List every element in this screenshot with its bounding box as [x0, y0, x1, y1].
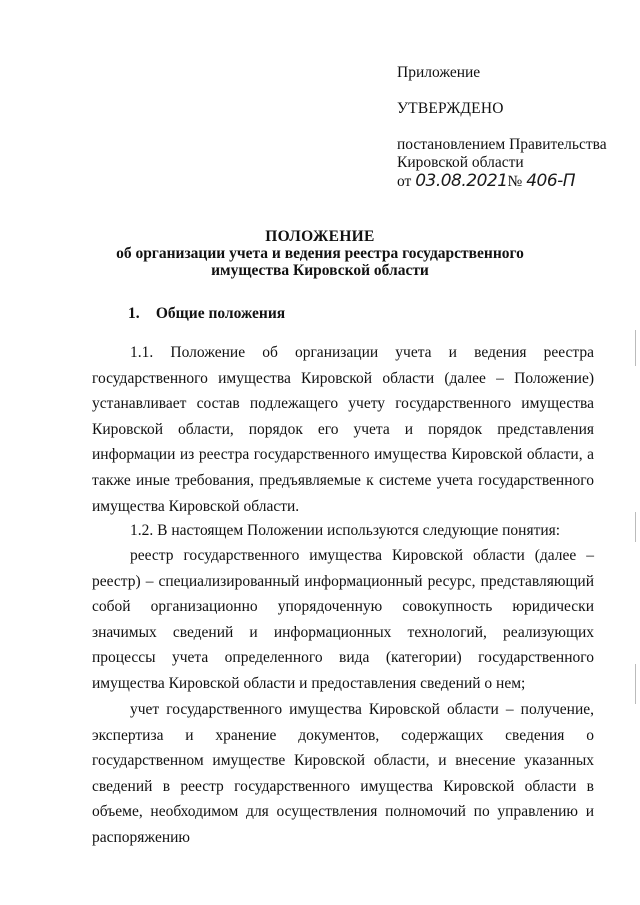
paragraph-text: 1.2. В настоящем Положении используются следующие понятия:: [130, 522, 561, 539]
scan-artifact: [635, 330, 636, 366]
date-prefix: от: [397, 173, 412, 190]
section-heading: [128, 305, 285, 323]
scan-artifact: [635, 664, 636, 704]
approved-stamp-text: УТВЕРЖДЕНО: [397, 100, 504, 117]
date-number-line: [397, 172, 575, 191]
paragraph-text: реестр государственного имущества Кировской области (далее – реестр) – специализированный информационный ресурс, представляющий собой организационно упорядоченную совокупность юридически значимых сведений и информационных технологий, реализующих процессы учета определенного вида (категории) государственного имущества Кировской области и предоставления сведений о нем;: [92, 547, 594, 692]
scan-artifact: [635, 512, 636, 542]
definition-accounting: [92, 697, 594, 851]
resolution-line: постановлением Правительства: [397, 136, 607, 153]
handwritten-date: 03.08.2021: [415, 171, 508, 191]
paragraph-1-2: [92, 518, 594, 544]
title-line-1: ПОЛОЖЕНИЕ: [265, 228, 375, 245]
region-line: Кировской области: [397, 154, 524, 171]
document-title: [0, 228, 640, 279]
section-title: Общие положения: [155, 305, 286, 322]
appendix-label: Приложение: [397, 64, 481, 81]
paragraph-1-1: [92, 340, 594, 519]
title-line-3: имущества Кировской области: [211, 262, 429, 279]
paragraph-text: учет государственного имущества Кировской области – получение, экспертиза и хранение документов, содержащих сведения о государственном имуществе Кировской области, и внесение указанных сведений в реестр государственного имущества Кировской области в объеме, необходимом для осуществления полномочий по управлению и распоряжению: [92, 701, 594, 846]
definition-registry: [92, 543, 594, 697]
number-sign: №: [507, 173, 523, 190]
paragraph-text: 1.1. Положение об организации учета и ведения реестра государственного имущества Кировской области (далее – Положение) устанавливает состав подлежащего учету государственного имущества Кировской области, порядок его учета и порядок представления информации из реестра государственного имущества Кировской области, а также иные требования, предъявляемые к системе учета государственного имущества Кировской области.: [92, 344, 594, 515]
title-line-2: об организации учета и ведения реестра государственного: [116, 245, 524, 262]
section-number: 1.: [128, 305, 140, 322]
handwritten-number: 406-П: [526, 171, 576, 191]
